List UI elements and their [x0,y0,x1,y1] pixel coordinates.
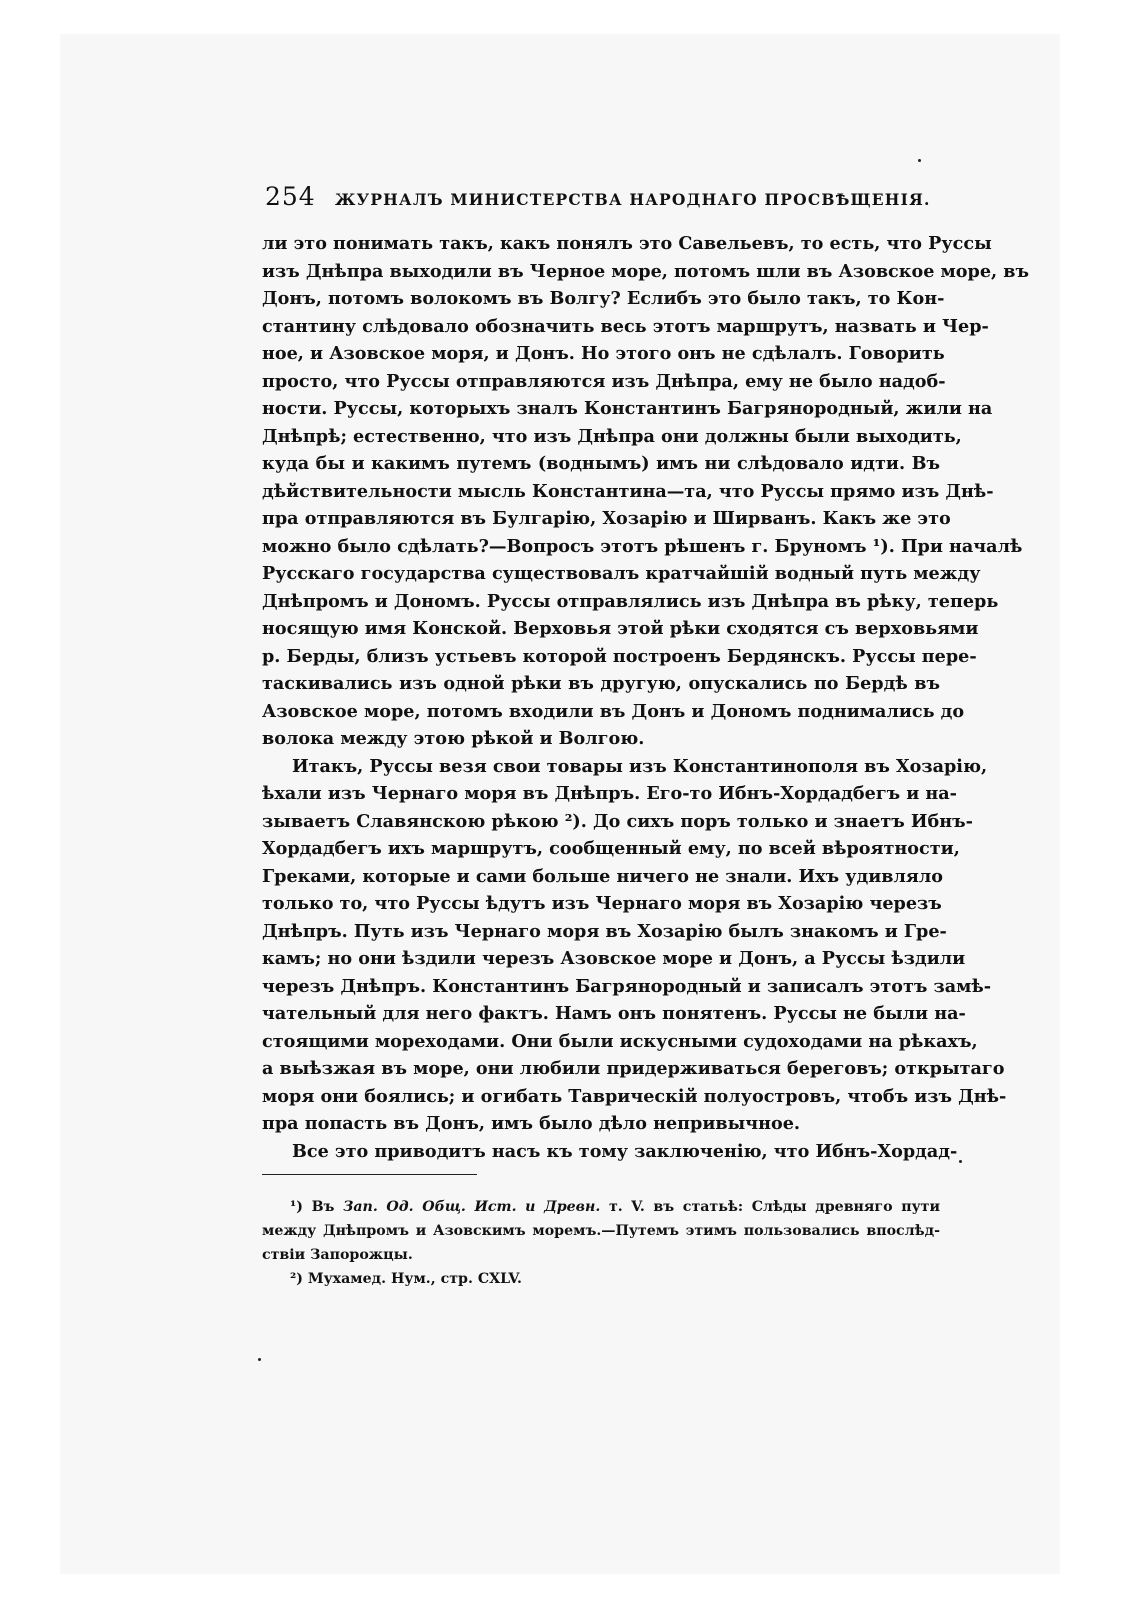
text-line: изъ Днѣпра выходили въ Черное море, потомъ шли въ Азовское море, въ [262,260,1029,282]
text-line: черезъ Днѣпръ. Константинъ Багрянородный и записалъ этотъ замѣ- [262,975,992,997]
text-line: чательный для него фактъ. Намъ онъ понятенъ. Руссы не были на- [262,1003,966,1024]
text-line: куда бы и какимъ путемъ (воднымъ) имъ ни слѣдовало идти. Въ [262,453,940,474]
text-line: просто, что Руссы отправляются изъ Днѣпра, ему не было надоб- [262,370,946,392]
page-number: 254 [265,182,316,211]
text-line: волока между этою рѣкой и Волгою. [262,728,645,749]
footnote-1-line-2: между Днѣпромъ и Азовскимъ моремъ.—Путемъ этимъ пользовались впослѣд- [262,1223,940,1239]
text-line: р. Берды, близъ устьевъ которой построенъ Бердянскъ. Руссы пере- [262,645,977,667]
text-line: Русскаго государства существовалъ кратчайшій водный путь между [262,563,981,584]
footnote-1-source: Зап. Од. Общ. Ист. и Древн. [343,1199,601,1215]
text-line: Днѣпръ. Путь изъ Чернаго моря въ Хозарію былъ знакомъ и Гре- [262,920,947,942]
text-line: а выѣзжая въ море, они любили придерживаться береговъ; открытаго [262,1058,1005,1079]
page-header [265,182,965,211]
footnotes [262,1195,940,1291]
text-line: Днѣпромъ и Дономъ. Руссы отправлялись изъ Днѣпра въ рѣку, теперь [262,590,999,612]
text-line: носящую имя Конской. Верховья этой рѣки сходятся съ верховьями [262,618,979,639]
footnote-2: ²) Мухамед. Нум., стр. CXLV. [290,1271,522,1287]
text-line: Все это приводитъ насъ къ тому заключенію, что Ибнъ-Хордад- [292,1140,958,1162]
text-line: ѣхали изъ Чернаго моря въ Днѣпръ. Его-то Ибнъ-Хордадбегъ и на- [262,783,957,804]
running-title: ЖУРНАЛЪ МИНИСТЕРСТВА НАРОДНАГО ПРОСВѢЩЕНІЯ. [335,190,931,209]
text-line: зываетъ Славянскою рѣкою ²). До сихъ поръ только и знаетъ Ибнъ- [262,810,973,832]
text-line: Азовское море, потомъ входили въ Донъ и Дономъ поднимались до [262,700,965,722]
print-speck [258,1358,261,1361]
text-line: пра попасть въ Донъ, имъ было дѣло непривычное. [262,1113,801,1134]
text-line: камъ; но они ѣздили черезъ Азовское море и Донъ, а Руссы ѣздили [262,948,966,969]
text-line: стоящими мореходами. Они были искусными судоходами на рѣкахъ, [262,1030,978,1052]
footnote-1: ¹) Въ Зап. Од. Общ. Ист. и Древн. т. V. въ статьѣ: Слѣды древняго пути [290,1199,940,1215]
body-text [262,230,1029,1165]
footnote-1-line-3: ствіи Запорожцы. [262,1247,413,1263]
text-line: ности. Руссы, которыхъ зналъ Константинъ Багрянородный, жили на [262,398,993,419]
text-line: Донъ, потомъ волокомъ въ Волгу? Еслибъ это было такъ, то Кон- [262,288,945,309]
text-line: Итакъ, Руссы везя свои товары изъ Константинополя въ Хозарію, [292,755,988,777]
text-line: дѣйствительности мысль Константина—та, что Руссы прямо изъ Днѣ- [262,480,994,502]
footnote-rule [262,1174,477,1175]
print-speck [959,1160,962,1163]
text-line: стантину слѣдовало обозначить весь этотъ маршрутъ, назвать и Чер- [262,315,989,337]
text-line: ли это понимать такъ, какъ понялъ это Савельевъ, то есть, что Руссы [262,233,992,254]
print-speck [918,159,921,162]
text-line: Днѣпрѣ; естественно, что изъ Днѣпра они должны были выходить, [262,425,962,447]
text-line: пра отправляются въ Булгарію, Хозарію и Ширванъ. Какъ же это [262,508,951,529]
text-line: таскивались изъ одной рѣки въ другую, опускались по Бердѣ въ [262,673,940,694]
text-line: только то, что Руссы ѣдутъ изъ Чернаго моря въ Хозарію черезъ [262,893,942,914]
text-line: ное, и Азовское моря, и Донъ. Но этого онъ не сдѣлалъ. Говорить [262,343,945,364]
text-line: Хордадбегъ ихъ маршрутъ, сообщенный ему, по всей вѣроятности, [262,838,960,859]
text-line: моря они боялись; и огибать Таврическій полуостровъ, чтобъ изъ Днѣ- [262,1085,1007,1107]
text-line: Греками, которые и сами больше ничего не знали. Ихъ удивляло [262,865,944,887]
text-line: можно было сдѣлать?—Вопросъ этотъ рѣшенъ г. Бруномъ ¹). При началѣ [262,535,1023,557]
